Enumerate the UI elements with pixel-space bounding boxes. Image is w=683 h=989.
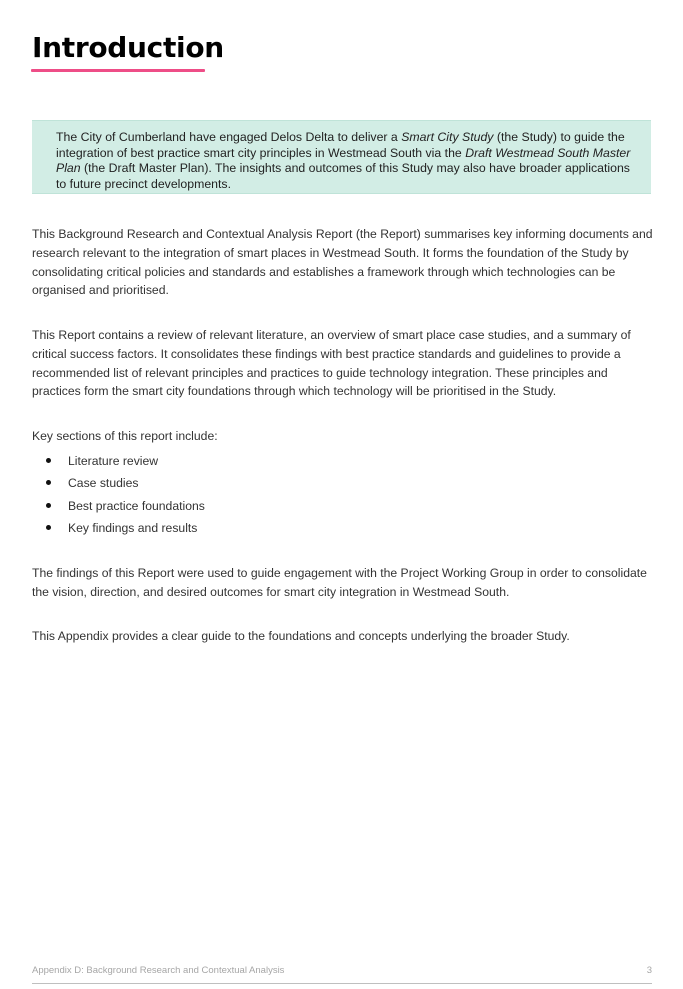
paragraph-report-summary: This Background Research and Contextual Analysis Report (the Report) summarises key informing documents and research relevant to the integration of smart places in Westmead South. It forms the foundation of the Study by consolidating critical policies and standards and establishes a framework through which technologies can be organised and prioritised.	[32, 227, 653, 298]
paragraph-findings: The findings of this Report were used to guide engagement with the Project Working Group in order to consolidate the vision, direction, and desired outcomes for smart city integration in Westmead South.	[32, 566, 647, 599]
bullet-icon	[46, 525, 51, 530]
list-item	[32, 497, 205, 519]
callout-text-part-3: (the Draft Master Plan). The insights and outcomes of this Study may also have broader applications to future precinct developments.	[56, 161, 630, 191]
callout-emphasis-study: Smart City Study	[401, 130, 494, 144]
paragraph-appendix-guide: This Appendix provides a clear guide to the foundations and concepts underlying the broader Study.	[32, 629, 570, 643]
page-footer	[32, 965, 652, 977]
key-sections-list	[32, 452, 205, 541]
callout-text	[56, 130, 631, 192]
callout-text-part-2: (the Study) to guide the integration of best practice smart city principles in Westmead South via the	[56, 130, 625, 160]
bullet-icon	[46, 480, 51, 485]
list-item	[32, 519, 205, 541]
footer-divider	[32, 983, 652, 984]
footer-label: Appendix D: Background Research and Contextual Analysis	[32, 965, 285, 976]
callout-emphasis-master-plan: Draft Westmead South Master Plan	[56, 145, 631, 175]
bullet-icon	[46, 503, 51, 508]
list-item-label: Key findings and results	[68, 520, 198, 535]
list-item-label: Literature review	[68, 454, 159, 468]
intro-callout-box	[32, 120, 651, 194]
callout-text-part-1: The City of Cumberland have engaged Delos Delta to deliver a	[56, 130, 402, 144]
paragraph-key-sections-intro: Key sections of this report include:	[32, 429, 218, 443]
list-item-label: Best practice foundations	[68, 498, 205, 513]
paragraph-report-contents: This Report contains a review of relevant literature, an overview of smart place case studies, and a summary of critical success factors. It consolidates these findings with best practice standards and guidelines to provide a recommended list of relevant principles and practices to guide technology integration. These principles and practices form the smart city foundations through which technology will be prioritised in the Study.	[32, 328, 631, 399]
list-item-label: Case studies	[68, 476, 139, 491]
bullet-icon	[46, 458, 51, 463]
page-title: Introduction	[32, 31, 224, 64]
list-item	[32, 474, 205, 496]
title-underline	[31, 69, 205, 72]
page-number: 3	[646, 965, 652, 976]
list-item	[32, 452, 205, 474]
